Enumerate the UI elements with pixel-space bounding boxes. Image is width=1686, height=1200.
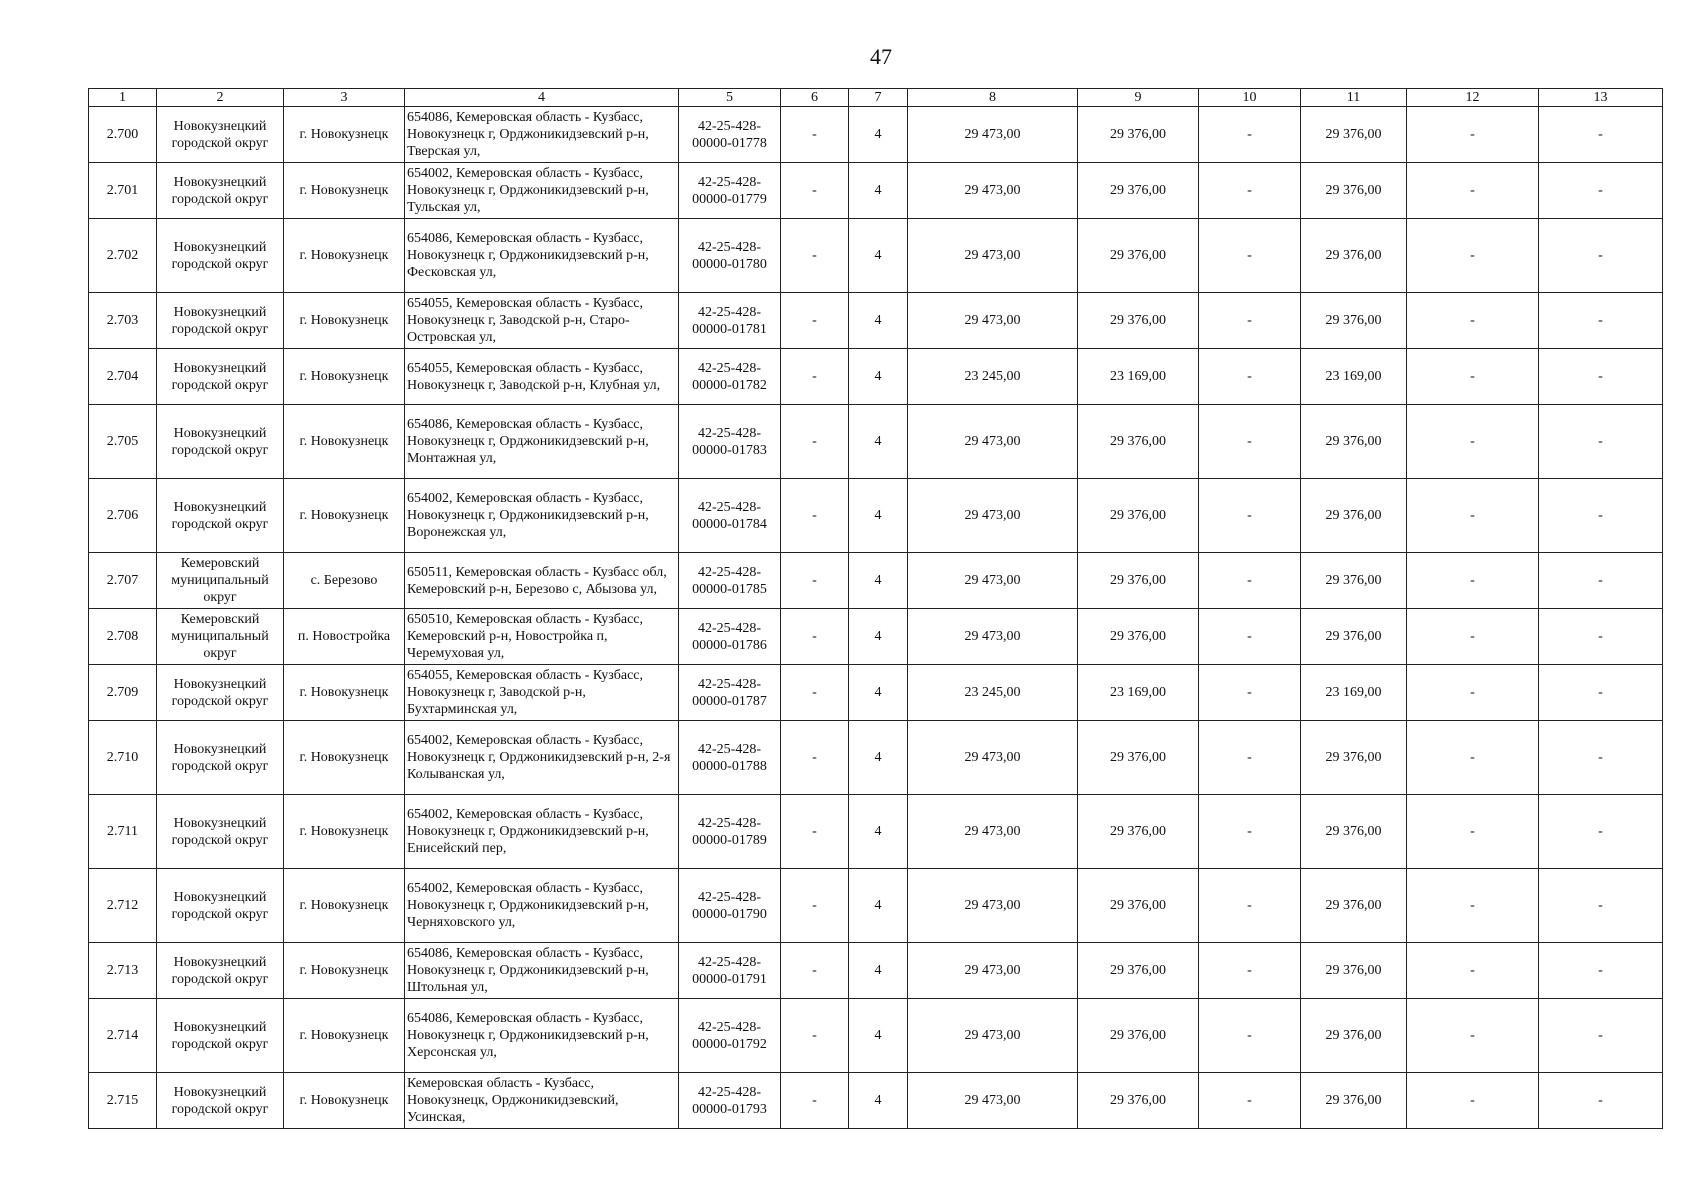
col-6-value: - <box>781 553 849 609</box>
col-10-value: - <box>1199 163 1301 219</box>
address: 654002, Кемеровская область - Кузбасс, Новокузнецк г, Орджоникидзевский р-н, Тульская ул, <box>405 163 679 219</box>
col-9-amount: 29 376,00 <box>1078 721 1199 795</box>
col-8-amount: 29 473,00 <box>908 163 1078 219</box>
row-number: 2.712 <box>89 869 157 943</box>
col-7-value: 4 <box>849 721 908 795</box>
col-12-value: - <box>1407 721 1539 795</box>
col-10-value: - <box>1199 553 1301 609</box>
column-header: 12 <box>1407 89 1539 107</box>
col-13-value: - <box>1539 869 1663 943</box>
district-name: Кемеровский муниципальный округ <box>157 553 284 609</box>
col-8-amount: 29 473,00 <box>908 795 1078 869</box>
col-11-amount: 29 376,00 <box>1301 1073 1407 1129</box>
column-header: 7 <box>849 89 908 107</box>
col-10-value: - <box>1199 405 1301 479</box>
settlement-name: г. Новокузнецк <box>284 293 405 349</box>
column-header: 1 <box>89 89 157 107</box>
row-number: 2.705 <box>89 405 157 479</box>
col-6-value: - <box>781 293 849 349</box>
settlement-name: г. Новокузнецк <box>284 479 405 553</box>
oktmo-code: 42-25-428-00000-01778 <box>679 107 781 163</box>
col-12-value: - <box>1407 999 1539 1073</box>
oktmo-code: 42-25-428-00000-01788 <box>679 721 781 795</box>
table-row <box>89 795 1663 869</box>
col-10-value: - <box>1199 479 1301 553</box>
col-9-amount: 29 376,00 <box>1078 293 1199 349</box>
col-11-amount: 29 376,00 <box>1301 163 1407 219</box>
col-7-value: 4 <box>849 163 908 219</box>
col-7-value: 4 <box>849 943 908 999</box>
district-name: Новокузнецкий городской округ <box>157 293 284 349</box>
col-6-value: - <box>781 479 849 553</box>
col-8-amount: 29 473,00 <box>908 999 1078 1073</box>
settlement-name: г. Новокузнецк <box>284 1073 405 1129</box>
col-6-value: - <box>781 107 849 163</box>
row-number: 2.708 <box>89 609 157 665</box>
col-12-value: - <box>1407 943 1539 999</box>
col-12-value: - <box>1407 479 1539 553</box>
settlement-name: г. Новокузнецк <box>284 795 405 869</box>
table-row <box>89 869 1663 943</box>
col-9-amount: 29 376,00 <box>1078 479 1199 553</box>
address: 650510, Кемеровская область - Кузбасс, Кемеровский р-н, Новостройка п, Черемуховая ул, <box>405 609 679 665</box>
col-9-amount: 29 376,00 <box>1078 219 1199 293</box>
col-8-amount: 29 473,00 <box>908 107 1078 163</box>
address: 654002, Кемеровская область - Кузбасс, Новокузнецк г, Орджоникидзевский р-н, Черняховского ул, <box>405 869 679 943</box>
col-11-amount: 29 376,00 <box>1301 553 1407 609</box>
col-8-amount: 29 473,00 <box>908 943 1078 999</box>
col-9-amount: 29 376,00 <box>1078 1073 1199 1129</box>
oktmo-code: 42-25-428-00000-01783 <box>679 405 781 479</box>
col-11-amount: 29 376,00 <box>1301 107 1407 163</box>
col-8-amount: 23 245,00 <box>908 665 1078 721</box>
col-8-amount: 29 473,00 <box>908 479 1078 553</box>
table-row <box>89 1073 1663 1129</box>
col-6-value: - <box>781 219 849 293</box>
col-11-amount: 29 376,00 <box>1301 479 1407 553</box>
row-number: 2.710 <box>89 721 157 795</box>
column-header: 8 <box>908 89 1078 107</box>
column-header: 13 <box>1539 89 1663 107</box>
col-11-amount: 29 376,00 <box>1301 721 1407 795</box>
col-12-value: - <box>1407 1073 1539 1129</box>
address: 654086, Кемеровская область - Кузбасс, Новокузнецк г, Орджоникидзевский р-н, Монтажная ул, <box>405 405 679 479</box>
col-13-value: - <box>1539 1073 1663 1129</box>
row-number: 2.704 <box>89 349 157 405</box>
column-header: 2 <box>157 89 284 107</box>
table-row <box>89 721 1663 795</box>
district-name: Кемеровский муниципальный округ <box>157 609 284 665</box>
col-13-value: - <box>1539 609 1663 665</box>
district-name: Новокузнецкий городской округ <box>157 943 284 999</box>
district-name: Новокузнецкий городской округ <box>157 405 284 479</box>
col-7-value: 4 <box>849 665 908 721</box>
col-7-value: 4 <box>849 107 908 163</box>
address: 654002, Кемеровская область - Кузбасс, Новокузнецк г, Орджоникидзевский р-н, Воронежская ул, <box>405 479 679 553</box>
column-header: 5 <box>679 89 781 107</box>
district-name: Новокузнецкий городской округ <box>157 107 284 163</box>
settlement-name: с. Березово <box>284 553 405 609</box>
col-10-value: - <box>1199 999 1301 1073</box>
column-header: 10 <box>1199 89 1301 107</box>
col-7-value: 4 <box>849 349 908 405</box>
col-11-amount: 29 376,00 <box>1301 869 1407 943</box>
row-number: 2.707 <box>89 553 157 609</box>
col-11-amount: 29 376,00 <box>1301 609 1407 665</box>
col-6-value: - <box>781 999 849 1073</box>
oktmo-code: 42-25-428-00000-01791 <box>679 943 781 999</box>
col-13-value: - <box>1539 721 1663 795</box>
settlement-name: г. Новокузнецк <box>284 219 405 293</box>
col-9-amount: 29 376,00 <box>1078 999 1199 1073</box>
address: 654086, Кемеровская область - Кузбасс, Новокузнецк г, Орджоникидзевский р-н, Штольная ул, <box>405 943 679 999</box>
col-7-value: 4 <box>849 609 908 665</box>
col-8-amount: 29 473,00 <box>908 293 1078 349</box>
address: 654055, Кемеровская область - Кузбасс, Новокузнецк г, Заводской р-н, Старо-Островская ул, <box>405 293 679 349</box>
col-12-value: - <box>1407 553 1539 609</box>
col-9-amount: 29 376,00 <box>1078 795 1199 869</box>
col-9-amount: 23 169,00 <box>1078 349 1199 405</box>
col-11-amount: 23 169,00 <box>1301 665 1407 721</box>
col-8-amount: 23 245,00 <box>908 349 1078 405</box>
col-12-value: - <box>1407 349 1539 405</box>
column-header: 3 <box>284 89 405 107</box>
settlement-name: г. Новокузнецк <box>284 163 405 219</box>
col-13-value: - <box>1539 665 1663 721</box>
col-10-value: - <box>1199 293 1301 349</box>
address: 654055, Кемеровская область - Кузбасс, Новокузнецк г, Заводской р-н, Клубная ул, <box>405 349 679 405</box>
col-10-value: - <box>1199 721 1301 795</box>
col-9-amount: 29 376,00 <box>1078 869 1199 943</box>
col-13-value: - <box>1539 943 1663 999</box>
table-row <box>89 107 1663 163</box>
col-13-value: - <box>1539 107 1663 163</box>
col-12-value: - <box>1407 107 1539 163</box>
district-name: Новокузнецкий городской округ <box>157 219 284 293</box>
column-header: 6 <box>781 89 849 107</box>
col-8-amount: 29 473,00 <box>908 869 1078 943</box>
oktmo-code: 42-25-428-00000-01786 <box>679 609 781 665</box>
oktmo-code: 42-25-428-00000-01785 <box>679 553 781 609</box>
district-name: Новокузнецкий городской округ <box>157 795 284 869</box>
col-13-value: - <box>1539 795 1663 869</box>
col-6-value: - <box>781 721 849 795</box>
col-9-amount: 29 376,00 <box>1078 163 1199 219</box>
col-11-amount: 29 376,00 <box>1301 943 1407 999</box>
col-12-value: - <box>1407 795 1539 869</box>
col-8-amount: 29 473,00 <box>908 553 1078 609</box>
col-9-amount: 29 376,00 <box>1078 107 1199 163</box>
settlement-name: г. Новокузнецк <box>284 349 405 405</box>
col-7-value: 4 <box>849 795 908 869</box>
table-row <box>89 349 1663 405</box>
col-7-value: 4 <box>849 219 908 293</box>
col-7-value: 4 <box>849 869 908 943</box>
table-row <box>89 479 1663 553</box>
table-row <box>89 405 1663 479</box>
col-7-value: 4 <box>849 553 908 609</box>
row-number: 2.706 <box>89 479 157 553</box>
column-header: 11 <box>1301 89 1407 107</box>
col-6-value: - <box>781 405 849 479</box>
address: Кемеровская область - Кузбасс, Новокузнецк, Орджоникидзевский, Усинская, <box>405 1073 679 1129</box>
col-8-amount: 29 473,00 <box>908 219 1078 293</box>
col-12-value: - <box>1407 869 1539 943</box>
row-number: 2.715 <box>89 1073 157 1129</box>
registry-table <box>88 88 1663 1129</box>
row-number: 2.714 <box>89 999 157 1073</box>
col-12-value: - <box>1407 293 1539 349</box>
page-number: 47 <box>870 44 892 69</box>
col-6-value: - <box>781 943 849 999</box>
col-10-value: - <box>1199 107 1301 163</box>
table-row <box>89 293 1663 349</box>
settlement-name: г. Новокузнецк <box>284 869 405 943</box>
col-10-value: - <box>1199 349 1301 405</box>
col-13-value: - <box>1539 219 1663 293</box>
table-row <box>89 163 1663 219</box>
col-12-value: - <box>1407 609 1539 665</box>
settlement-name: г. Новокузнецк <box>284 999 405 1073</box>
oktmo-code: 42-25-428-00000-01780 <box>679 219 781 293</box>
col-12-value: - <box>1407 163 1539 219</box>
address: 654002, Кемеровская область - Кузбасс, Новокузнецк г, Орджоникидзевский р-н, Енисейский пер, <box>405 795 679 869</box>
col-6-value: - <box>781 665 849 721</box>
col-10-value: - <box>1199 665 1301 721</box>
row-number: 2.709 <box>89 665 157 721</box>
row-number: 2.702 <box>89 219 157 293</box>
table-row <box>89 665 1663 721</box>
address: 650511, Кемеровская область - Кузбасс обл, Кемеровский р-н, Березово с, Абызова ул, <box>405 553 679 609</box>
settlement-name: г. Новокузнецк <box>284 943 405 999</box>
col-13-value: - <box>1539 405 1663 479</box>
col-12-value: - <box>1407 405 1539 479</box>
col-6-value: - <box>781 1073 849 1129</box>
col-6-value: - <box>781 795 849 869</box>
col-6-value: - <box>781 609 849 665</box>
settlement-name: г. Новокузнецк <box>284 721 405 795</box>
col-9-amount: 29 376,00 <box>1078 405 1199 479</box>
col-13-value: - <box>1539 999 1663 1073</box>
address: 654086, Кемеровская область - Кузбасс, Новокузнецк г, Орджоникидзевский р-н, Херсонская ул, <box>405 999 679 1073</box>
col-6-value: - <box>781 163 849 219</box>
oktmo-code: 42-25-428-00000-01792 <box>679 999 781 1073</box>
col-8-amount: 29 473,00 <box>908 1073 1078 1129</box>
col-13-value: - <box>1539 163 1663 219</box>
address: 654002, Кемеровская область - Кузбасс, Новокузнецк г, Орджоникидзевский р-н, 2-я Колыванская ул, <box>405 721 679 795</box>
col-10-value: - <box>1199 795 1301 869</box>
district-name: Новокузнецкий городской округ <box>157 1073 284 1129</box>
col-10-value: - <box>1199 609 1301 665</box>
table-row <box>89 219 1663 293</box>
settlement-name: г. Новокузнецк <box>284 107 405 163</box>
col-7-value: 4 <box>849 293 908 349</box>
col-10-value: - <box>1199 1073 1301 1129</box>
col-9-amount: 29 376,00 <box>1078 609 1199 665</box>
col-11-amount: 29 376,00 <box>1301 219 1407 293</box>
column-header: 4 <box>405 89 679 107</box>
district-name: Новокузнецкий городской округ <box>157 999 284 1073</box>
district-name: Новокузнецкий городской округ <box>157 665 284 721</box>
row-number: 2.713 <box>89 943 157 999</box>
oktmo-code: 42-25-428-00000-01781 <box>679 293 781 349</box>
col-12-value: - <box>1407 665 1539 721</box>
table-row <box>89 609 1663 665</box>
district-name: Новокузнецкий городской округ <box>157 869 284 943</box>
col-8-amount: 29 473,00 <box>908 721 1078 795</box>
col-9-amount: 23 169,00 <box>1078 665 1199 721</box>
table-row <box>89 943 1663 999</box>
oktmo-code: 42-25-428-00000-01784 <box>679 479 781 553</box>
col-7-value: 4 <box>849 1073 908 1129</box>
col-13-value: - <box>1539 479 1663 553</box>
col-6-value: - <box>781 869 849 943</box>
col-7-value: 4 <box>849 405 908 479</box>
col-10-value: - <box>1199 869 1301 943</box>
col-12-value: - <box>1407 219 1539 293</box>
col-8-amount: 29 473,00 <box>908 609 1078 665</box>
table-row <box>89 999 1663 1073</box>
district-name: Новокузнецкий городской округ <box>157 349 284 405</box>
col-11-amount: 29 376,00 <box>1301 795 1407 869</box>
col-7-value: 4 <box>849 999 908 1073</box>
district-name: Новокузнецкий городской округ <box>157 721 284 795</box>
district-name: Новокузнецкий городской округ <box>157 479 284 553</box>
col-7-value: 4 <box>849 479 908 553</box>
col-11-amount: 23 169,00 <box>1301 349 1407 405</box>
column-header: 9 <box>1078 89 1199 107</box>
col-11-amount: 29 376,00 <box>1301 293 1407 349</box>
header-row <box>89 89 1663 107</box>
col-10-value: - <box>1199 219 1301 293</box>
col-9-amount: 29 376,00 <box>1078 943 1199 999</box>
address: 654086, Кемеровская область - Кузбасс, Новокузнецк г, Орджоникидзевский р-н, Фесковская ул, <box>405 219 679 293</box>
col-11-amount: 29 376,00 <box>1301 999 1407 1073</box>
oktmo-code: 42-25-428-00000-01787 <box>679 665 781 721</box>
settlement-name: г. Новокузнецк <box>284 665 405 721</box>
oktmo-code: 42-25-428-00000-01790 <box>679 869 781 943</box>
col-13-value: - <box>1539 553 1663 609</box>
oktmo-code: 42-25-428-00000-01779 <box>679 163 781 219</box>
table-body <box>89 107 1663 1129</box>
oktmo-code: 42-25-428-00000-01782 <box>679 349 781 405</box>
col-13-value: - <box>1539 349 1663 405</box>
oktmo-code: 42-25-428-00000-01789 <box>679 795 781 869</box>
row-number: 2.703 <box>89 293 157 349</box>
table-row <box>89 553 1663 609</box>
col-13-value: - <box>1539 293 1663 349</box>
col-11-amount: 29 376,00 <box>1301 405 1407 479</box>
settlement-name: п. Новостройка <box>284 609 405 665</box>
col-9-amount: 29 376,00 <box>1078 553 1199 609</box>
row-number: 2.711 <box>89 795 157 869</box>
col-10-value: - <box>1199 943 1301 999</box>
col-8-amount: 29 473,00 <box>908 405 1078 479</box>
district-name: Новокузнецкий городской округ <box>157 163 284 219</box>
address: 654086, Кемеровская область - Кузбасс, Новокузнецк г, Орджоникидзевский р-н, Тверская ул, <box>405 107 679 163</box>
address: 654055, Кемеровская область - Кузбасс, Новокузнецк г, Заводской р-н, Бухтарминская ул, <box>405 665 679 721</box>
oktmo-code: 42-25-428-00000-01793 <box>679 1073 781 1129</box>
settlement-name: г. Новокузнецк <box>284 405 405 479</box>
col-6-value: - <box>781 349 849 405</box>
row-number: 2.700 <box>89 107 157 163</box>
row-number: 2.701 <box>89 163 157 219</box>
